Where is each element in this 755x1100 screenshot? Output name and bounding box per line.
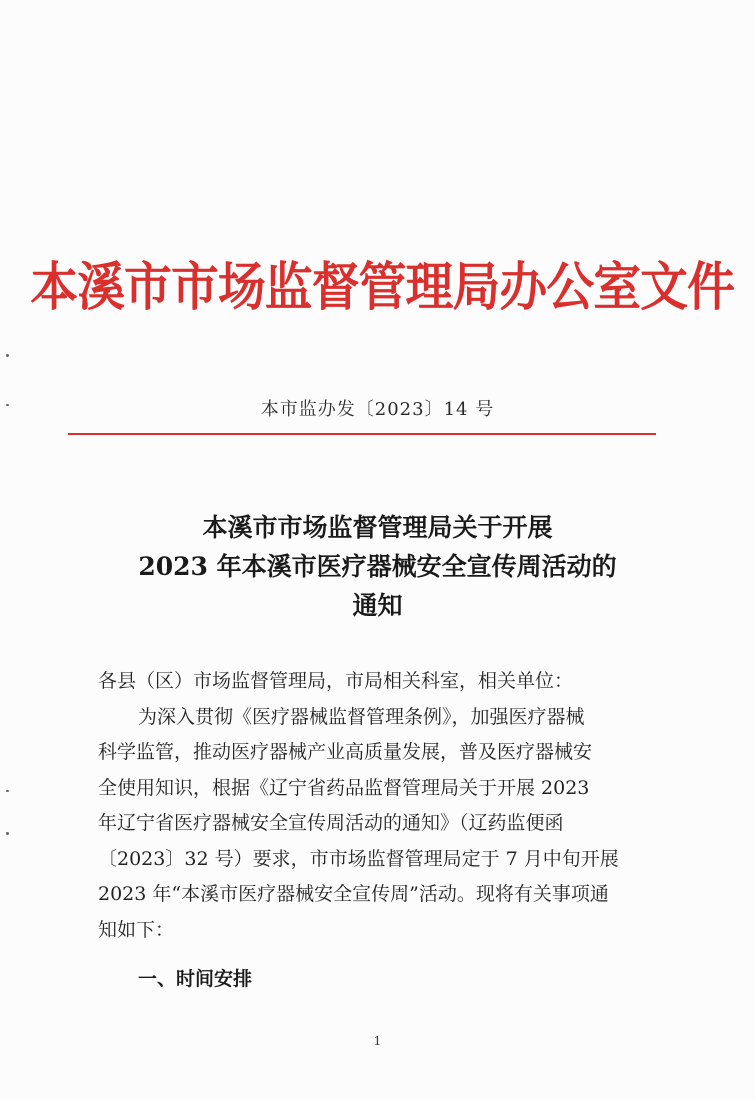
page-number: 1 (373, 1034, 382, 1048)
paragraph-line: 2023 年“本溪市医疗器械安全宣传周”活动。现将有关事项通 (98, 883, 609, 905)
paragraph-line: 知如下： (98, 918, 175, 941)
red-divider-line (68, 433, 656, 435)
notice-title-line: 通知 (352, 591, 403, 620)
paragraph-line: 年辽宁省医疗器械安全宣传周活动的通知》（辽药监便函 (98, 812, 564, 834)
document-header-title: 本溪市市场监督管理局办公室文件 (30, 257, 735, 318)
notice-title (0, 508, 755, 625)
scan-speck (6, 832, 9, 835)
paragraph-line: 〔2023〕32 号）要求，市市场监督管理局定于 7 月中旬开展 (98, 847, 619, 870)
notice-body (98, 664, 658, 948)
salutation: 各县（区）市场监督管理局，市局相关科室，相关单位： (98, 670, 574, 692)
paragraph-line: 科学监管，推动医疗器械产业高质量发展，普及医疗器械安 (98, 741, 593, 763)
section-heading: 一、时间安排 (138, 968, 253, 990)
document-number: 本市监办发〔2023〕14 号 (260, 399, 495, 420)
paragraph-line: 全使用知识，根据《辽宁省药品监督管理局关于开展 2023 (98, 776, 590, 799)
notice-title-line: 本溪市市场监督管理局关于开展 (202, 513, 553, 542)
scan-speck (6, 354, 9, 357)
scan-speck (6, 790, 9, 792)
paragraph-line: 为深入贯彻《医疗器械监督管理条例》，加强医疗器械 (138, 705, 585, 728)
notice-title-line: 2023 年本溪市医疗器械安全宣传周活动的 (138, 552, 617, 581)
